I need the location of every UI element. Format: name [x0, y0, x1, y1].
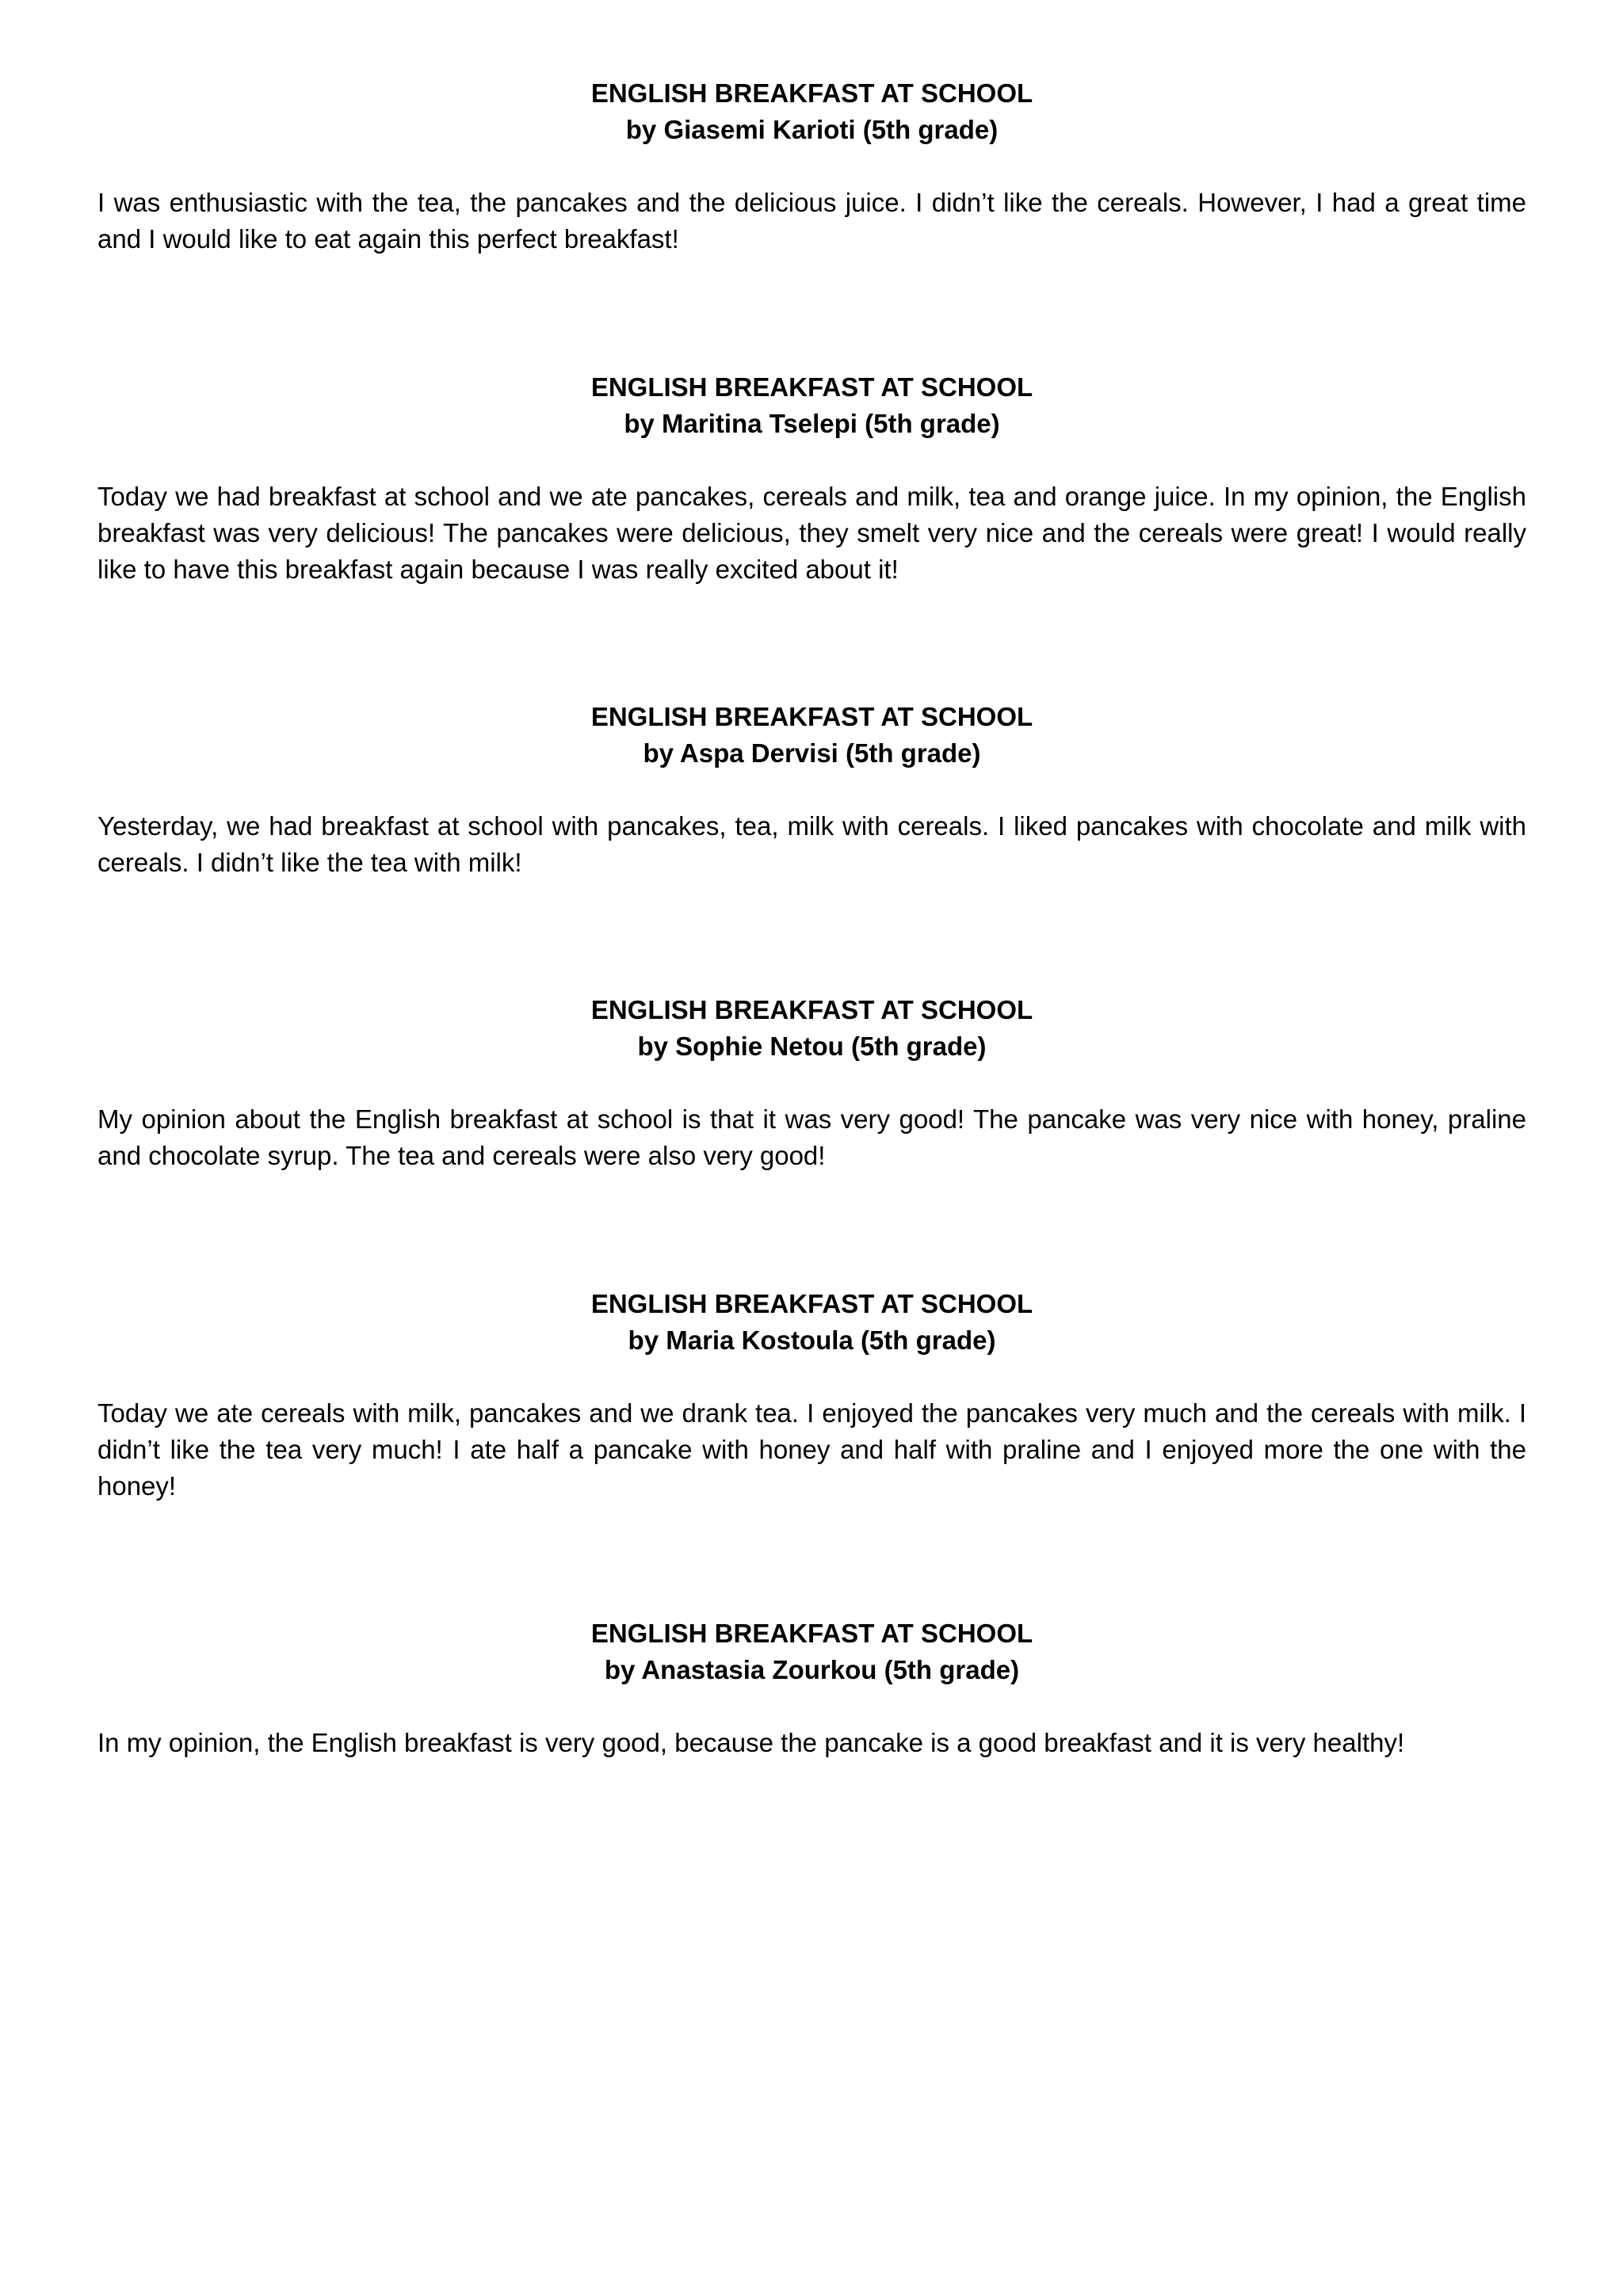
essay-entry	[97, 1286, 1526, 1505]
essay-entry	[97, 1615, 1526, 1761]
essay-text: In my opinion, the English breakfast is very good, because the pancake is a good breakfast and it is very healthy!	[97, 1728, 1405, 1757]
essay-title: ENGLISH BREAKFAST AT SCHOOL	[590, 78, 1033, 108]
essay-entry	[97, 699, 1526, 881]
essay-author: by Sophie Netou (5th grade)	[637, 1032, 987, 1061]
essay-title: ENGLISH BREAKFAST AT SCHOOL	[590, 995, 1033, 1024]
essay-entry	[97, 75, 1526, 257]
essay-author: by Maria Kostoula (5th grade)	[628, 1325, 996, 1355]
essay-author: by Anastasia Zourkou (5th grade)	[604, 1655, 1020, 1684]
essay-text: Yesterday, we had breakfast at school with pancakes, tea, milk with cereals. I liked pancakes with chocolate and milk with cereals. I didn’t like the tea with milk!	[97, 811, 1526, 877]
essay-author: by Aspa Dervisi (5th grade)	[643, 738, 981, 768]
essay-text: My opinion about the English breakfast at school is that it was very good! The pancake was very nice with honey, praline and chocolate syrup. The tea and cereals were also very good!	[97, 1104, 1526, 1170]
essay-title: ENGLISH BREAKFAST AT SCHOOL	[590, 372, 1033, 402]
essay-text: I was enthusiastic with the tea, the pancakes and the delicious juice. I didn’t like the cereals. However, I had a great time and I would like to eat again this perfect breakfast!	[97, 188, 1526, 254]
essay-title: ENGLISH BREAKFAST AT SCHOOL	[590, 1289, 1033, 1318]
essay-author: by Maritina Tselepi (5th grade)	[624, 409, 1000, 438]
essay-title: ENGLISH BREAKFAST AT SCHOOL	[590, 702, 1033, 731]
essay-entry	[97, 992, 1526, 1174]
essay-entry	[97, 369, 1526, 588]
essay-text: Today we had breakfast at school and we ate pancakes, cereals and milk, tea and orange juice. In my opinion, the English breakfast was very delicious! The pancakes were delicious, they smelt very nice and the cereals were great! I would really like to have this breakfast again because I was really excited about it!	[97, 482, 1526, 584]
essay-text: Today we ate cereals with milk, pancakes and we drank tea. I enjoyed the pancakes very much and the cereals with milk. I didn’t like the tea very much! I ate half a pancake with honey and half with praline and I enjoyed more the one with the honey!	[97, 1398, 1526, 1501]
essay-author: by Giasemi Karioti (5th grade)	[625, 115, 999, 144]
essay-title: ENGLISH BREAKFAST AT SCHOOL	[590, 1619, 1033, 1648]
